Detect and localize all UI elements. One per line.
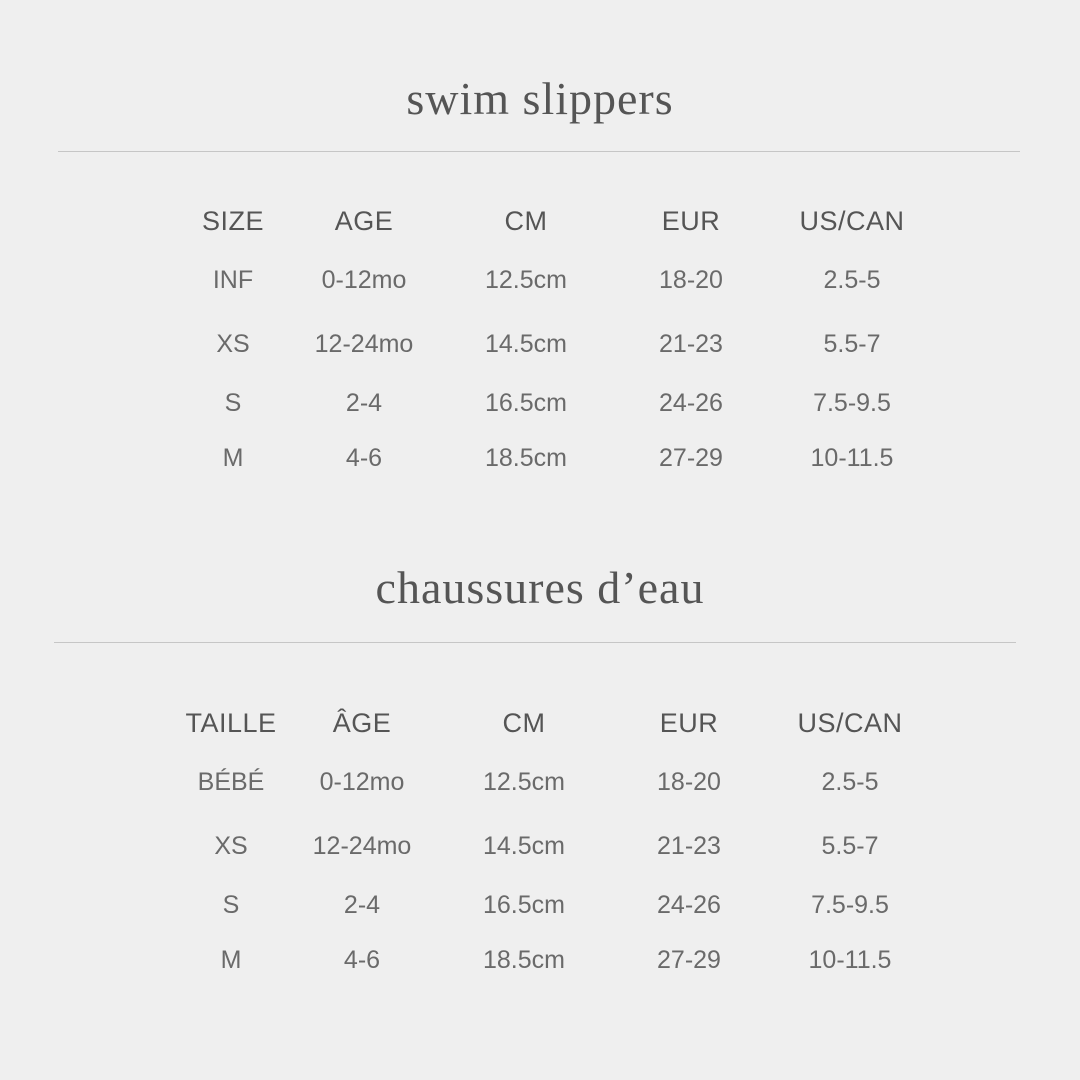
- table-cell: 16.5cm: [485, 389, 567, 417]
- header-age: AGE: [334, 206, 394, 236]
- table-cell: 12-24mo: [314, 330, 414, 358]
- table-cell: 16.5cm: [483, 891, 565, 919]
- table-cell: S: [224, 389, 242, 417]
- table-cell: 2-4: [345, 389, 383, 417]
- table-cell: INF: [212, 266, 254, 294]
- divider-french: [54, 642, 1016, 643]
- table-cell: 4-6: [345, 444, 383, 472]
- table-cell: 5.5-7: [823, 330, 881, 358]
- table-cell: XS: [216, 330, 250, 358]
- header-cm-fr: CM: [502, 708, 546, 738]
- header-age-fr: ÂGE: [332, 708, 392, 738]
- header-us-can: US/CAN: [799, 206, 905, 236]
- table-cell: 21-23: [657, 832, 721, 860]
- header-eur-fr: EUR: [659, 708, 719, 738]
- table-cell: S: [222, 891, 240, 919]
- table-cell: 18.5cm: [483, 946, 565, 974]
- table-cell: BÉBÉ: [197, 768, 265, 796]
- header-size: SIZE: [201, 206, 264, 236]
- table-cell: 10-11.5: [808, 946, 892, 974]
- table-cell: 18.5cm: [485, 444, 567, 472]
- table-cell: 0-12mo: [319, 768, 405, 796]
- table-title-english: swim slippers: [406, 73, 674, 124]
- table-cell: 18-20: [659, 266, 723, 294]
- table-cell: XS: [214, 832, 248, 860]
- header-taille: TAILLE: [185, 708, 277, 738]
- header-cm: CM: [504, 206, 548, 236]
- table-cell: 21-23: [659, 330, 723, 358]
- table-cell: 5.5-7: [821, 832, 879, 860]
- table-cell: M: [220, 946, 242, 974]
- table-cell: 12.5cm: [485, 266, 567, 294]
- divider-english: [58, 151, 1020, 152]
- header-eur: EUR: [661, 206, 721, 236]
- table-cell: M: [222, 444, 244, 472]
- table-cell: 27-29: [659, 444, 723, 472]
- table-cell: 12-24mo: [312, 832, 412, 860]
- header-us-can-fr: US/CAN: [797, 708, 903, 738]
- table-cell: 12.5cm: [483, 768, 565, 796]
- table-cell: 10-11.5: [810, 444, 894, 472]
- table-cell: 2.5-5: [823, 266, 881, 294]
- table-cell: 24-26: [659, 389, 723, 417]
- table-cell: 14.5cm: [483, 832, 565, 860]
- table-cell: 2-4: [343, 891, 381, 919]
- table-cell: 24-26: [657, 891, 721, 919]
- table-cell: 4-6: [343, 946, 381, 974]
- table-cell: 0-12mo: [321, 266, 407, 294]
- table-cell: 7.5-9.5: [811, 891, 889, 919]
- table-cell: 27-29: [657, 946, 721, 974]
- table-cell: 7.5-9.5: [813, 389, 891, 417]
- table-title-french: chaussures d’eau: [375, 562, 705, 613]
- table-cell: 2.5-5: [821, 768, 879, 796]
- table-cell: 18-20: [657, 768, 721, 796]
- table-cell: 14.5cm: [485, 330, 567, 358]
